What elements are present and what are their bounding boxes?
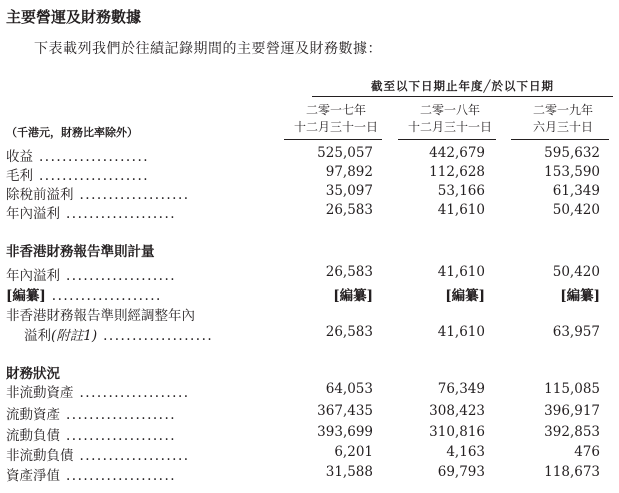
row-label-net-assets: 資產淨值 ................... [6, 468, 177, 484]
intro-text: 下表載列我們於往績記錄期間的主要營運及財務數據： [34, 41, 382, 57]
cell-value: 595,632 [544, 145, 600, 161]
note-reference: (附註1) [51, 328, 98, 344]
cell-value: 76,349 [437, 381, 485, 397]
cell-value: 26,583 [325, 264, 373, 280]
column-header-year: 二零一七年 [305, 103, 366, 117]
unit-note: （千港元，財務比率除外） [6, 126, 138, 139]
cell-value: 41,610 [437, 264, 485, 280]
cell-value: 442,679 [429, 145, 485, 161]
row-label-revenue: 收益 ................... [6, 149, 150, 165]
cell-value: 367,435 [317, 403, 373, 419]
column-rule [511, 139, 609, 140]
cell-value: 64,053 [325, 381, 373, 397]
row-label-profit-for-year: 年內溢利 ................... [6, 268, 177, 284]
column-header-2019 [513, 102, 613, 136]
cell-value: 69,793 [437, 464, 485, 480]
row-label-redacted: [編纂] ................... [6, 288, 162, 304]
row-label-non-current-assets: 非流動資產 ................... [6, 385, 190, 401]
cell-value: 35,097 [325, 183, 373, 199]
column-header-date: 十二月三十一日 [407, 120, 492, 134]
column-rule [284, 139, 382, 140]
cell-value: 53,166 [437, 183, 485, 199]
section-heading-non-hkfrs: 非香港財務報告準則計量 [6, 244, 155, 260]
cell-value: 61,349 [552, 183, 600, 199]
row-label-gross-profit: 毛利 ................... [6, 168, 150, 184]
group-header-rule [312, 96, 613, 97]
column-header-2018 [400, 102, 500, 136]
cell-value: 63,957 [552, 324, 600, 340]
cell-value: 392,853 [544, 424, 600, 440]
cell-value: 396,917 [544, 403, 600, 419]
cell-value: 115,085 [544, 381, 600, 397]
row-label-profit-before-tax: 除稅前溢利 ................... [6, 187, 190, 203]
cell-value: 97,892 [325, 164, 373, 180]
cell-value: 6,201 [334, 444, 373, 460]
row-label-adjusted-profit-line2: 溢利(附註1) ................... [24, 328, 214, 344]
cell-value: 525,057 [317, 145, 373, 161]
cell-value: 153,590 [544, 164, 600, 180]
cell-value: 308,423 [429, 403, 485, 419]
cell-value: 50,420 [552, 202, 600, 218]
cell-value: 41,610 [437, 324, 485, 340]
row-label-profit-for-year: 年內溢利 ................... [6, 206, 177, 222]
cell-value: 310,816 [429, 424, 485, 440]
column-rule [398, 139, 496, 140]
row-label-current-liabilities: 流動負債 ................... [6, 428, 177, 444]
column-header-date: 十二月三十一日 [293, 120, 378, 134]
cell-value: 476 [574, 444, 600, 460]
cell-value: 112,628 [429, 164, 485, 180]
cell-value-redacted: [編纂] [560, 288, 600, 304]
cell-value: 50,420 [552, 264, 600, 280]
cell-value: 4,163 [446, 444, 485, 460]
cell-value: 26,583 [325, 202, 373, 218]
row-label-adjusted-profit-line1: 非香港財務報告準則經調整年內 [6, 308, 195, 324]
column-header-year: 二零一八年 [419, 103, 480, 117]
cell-value-redacted: [編纂] [333, 288, 373, 304]
cell-value: 31,588 [325, 464, 373, 480]
cell-value-redacted: [編纂] [445, 288, 485, 304]
cell-value: 393,699 [317, 424, 373, 440]
column-header-year: 二零一九年 [532, 103, 593, 117]
cell-value: 118,673 [544, 464, 600, 480]
page-title: 主要營運及財務數據 [6, 8, 142, 26]
column-header-date: 六月三十日 [532, 120, 593, 134]
cell-value: 41,610 [437, 202, 485, 218]
period-group-header: 截至以下日期止年度╱於以下日期 [371, 79, 554, 93]
section-heading-financial-position: 財務狀況 [6, 366, 60, 382]
cell-value: 26,583 [325, 324, 373, 340]
row-label-non-current-liabilities: 非流動負債 ................... [6, 448, 190, 464]
column-header-2017 [286, 102, 386, 136]
row-label-current-assets: 流動資產 ................... [6, 407, 177, 423]
